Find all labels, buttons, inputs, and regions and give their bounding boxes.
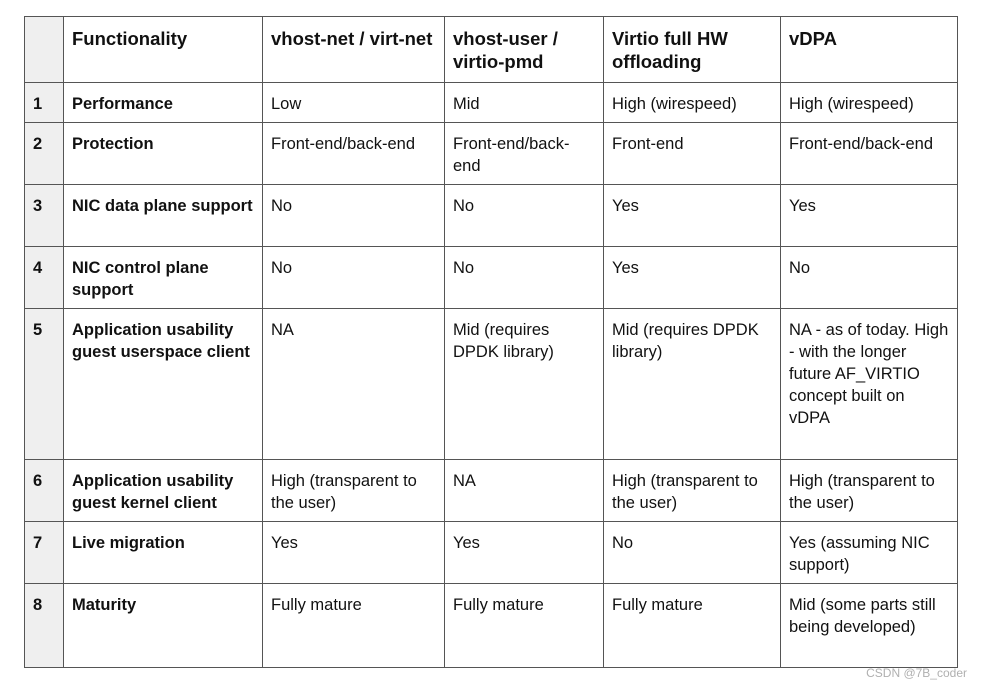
table-row [25, 123, 958, 185]
cell-vdpa: Front-end/back-end [781, 123, 958, 185]
cell-vhost-net: Fully mature [263, 584, 445, 668]
watermark: CSDN @7B_coder [866, 666, 967, 680]
row-functionality: Protection [64, 123, 263, 185]
table-row [25, 460, 958, 522]
table-row [25, 83, 958, 123]
row-functionality: Live migration [64, 522, 263, 584]
row-index: 2 [25, 123, 64, 185]
header-cell-vhost-user: vhost-user / virtio-pmd [445, 17, 604, 83]
table-row [25, 247, 958, 309]
header-cell-virtio-hw: Virtio full HW offloading [604, 17, 781, 83]
cell-vhost-user: Mid [445, 83, 604, 123]
cell-vdpa: NA - as of today. High - with the longer future AF_VIRTIO concept built on vDPA [781, 309, 958, 460]
cell-vhost-net: High (transparent to the user) [263, 460, 445, 522]
cell-virtio-hw: High (wirespeed) [604, 83, 781, 123]
table-row [25, 309, 958, 460]
row-functionality: Maturity [64, 584, 263, 668]
table-row [25, 584, 958, 668]
row-functionality: NIC data plane support [64, 185, 263, 247]
row-index: 8 [25, 584, 64, 668]
row-functionality: Application usability guest userspace client [64, 309, 263, 460]
cell-vdpa: Yes [781, 185, 958, 247]
cell-vdpa: No [781, 247, 958, 309]
cell-vhost-net: No [263, 185, 445, 247]
row-index: 7 [25, 522, 64, 584]
row-index: 4 [25, 247, 64, 309]
cell-virtio-hw: Mid (requires DPDK library) [604, 309, 781, 460]
cell-vhost-user: No [445, 185, 604, 247]
cell-vhost-net: Low [263, 83, 445, 123]
cell-vhost-user: Fully mature [445, 584, 604, 668]
cell-vhost-user: No [445, 247, 604, 309]
cell-vdpa: High (transparent to the user) [781, 460, 958, 522]
cell-virtio-hw: Yes [604, 185, 781, 247]
cell-vhost-net: Yes [263, 522, 445, 584]
row-index: 1 [25, 83, 64, 123]
table-header-row [25, 17, 958, 83]
cell-vdpa: Mid (some parts still being developed) [781, 584, 958, 668]
cell-vhost-user: Front-end/back-end [445, 123, 604, 185]
header-cell-vdpa: vDPA [781, 17, 958, 83]
row-functionality: NIC control plane support [64, 247, 263, 309]
cell-vdpa: Yes (assuming NIC support) [781, 522, 958, 584]
cell-virtio-hw: No [604, 522, 781, 584]
cell-virtio-hw: Front-end [604, 123, 781, 185]
header-cell-vhost-net: vhost-net / virt-net [263, 17, 445, 83]
cell-virtio-hw: High (transparent to the user) [604, 460, 781, 522]
row-index: 5 [25, 309, 64, 460]
row-functionality: Application usability guest kernel client [64, 460, 263, 522]
table-row [25, 185, 958, 247]
row-functionality: Performance [64, 83, 263, 123]
comparison-table [24, 16, 958, 668]
row-index: 6 [25, 460, 64, 522]
cell-vhost-net: NA [263, 309, 445, 460]
cell-vhost-net: No [263, 247, 445, 309]
cell-vhost-user: NA [445, 460, 604, 522]
cell-vdpa: High (wirespeed) [781, 83, 958, 123]
cell-virtio-hw: Yes [604, 247, 781, 309]
cell-vhost-net: Front-end/back-end [263, 123, 445, 185]
header-cell-functionality: Functionality [64, 17, 263, 83]
cell-vhost-user: Mid (requires DPDK library) [445, 309, 604, 460]
cell-virtio-hw: Fully mature [604, 584, 781, 668]
table-row [25, 522, 958, 584]
cell-vhost-user: Yes [445, 522, 604, 584]
header-cell-index [25, 17, 64, 83]
row-index: 3 [25, 185, 64, 247]
